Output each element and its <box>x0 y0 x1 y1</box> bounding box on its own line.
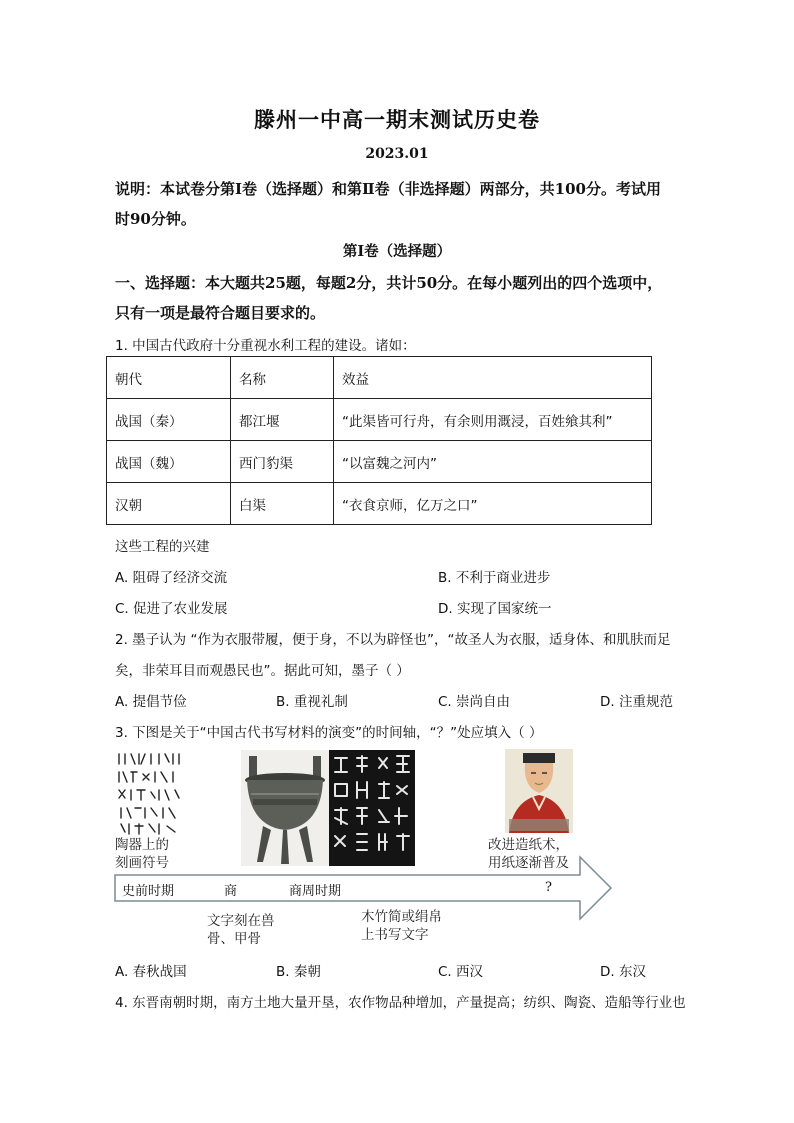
section-one-line-1: 一、选择题：本大题共25题，每题2分，共计50分。在每小题列出的四个选项中， <box>115 274 663 292</box>
q1-option-d[interactable]: D. 实现了国家统一 <box>438 601 552 617</box>
table-header-cell: 朝代 <box>107 357 231 399</box>
table-cell: “以富魏之河内” <box>334 441 652 483</box>
table-cell: “此渠皆可行舟，有余则用溉浸，百姓飨其利” <box>334 399 652 441</box>
caption-bamboo-line-2: 上书写文字 <box>361 927 429 943</box>
table-header-cell: 效益 <box>334 357 652 399</box>
q3-option-a[interactable]: A. 春秋战国 <box>115 964 187 980</box>
q3-stem: 3. 下图是关于“中国古代书写材料的演变”的时间轴，“？”处应填入（ ） <box>115 725 543 741</box>
table-header-cell: 名称 <box>231 357 334 399</box>
table-cell: 都江堰 <box>231 399 334 441</box>
table-header-row <box>107 357 652 399</box>
table-row <box>107 483 652 525</box>
q2-option-c[interactable]: C. 崇尚自由 <box>438 694 511 710</box>
pottery-symbols-image <box>115 750 185 836</box>
table-cell: 战国（魏） <box>107 441 231 483</box>
q2-line-2: 矣，非荣耳目而观愚民也”。据此可知，墨子（ ） <box>115 663 410 679</box>
q2-option-b[interactable]: B. 重视礼制 <box>276 694 348 710</box>
exam-date: 2023.01 <box>365 146 429 162</box>
q4-line-1: 4. 东晋南朝时期，南方土地大量开垦，农作物品种增加，产量提高；纺织、陶瓷、造船等行业也 <box>115 995 686 1011</box>
q2-option-d[interactable]: D. 注重规范 <box>600 694 673 710</box>
caption-paper-line-2: 用纸逐渐普及 <box>488 855 569 871</box>
q1-option-a[interactable]: A. 阻碍了经济交流 <box>115 570 228 586</box>
caption-bone-line-1: 文字刻在兽 <box>207 913 275 929</box>
table-cell: 西门豹渠 <box>231 441 334 483</box>
table-row <box>107 399 652 441</box>
table-row <box>107 441 652 483</box>
q1-option-c[interactable]: C. 促进了农业发展 <box>115 601 228 617</box>
table-cell: “衣食京师，亿万之口” <box>334 483 652 525</box>
caption-bamboo-line-1: 木竹简或绢帛 <box>361 909 442 925</box>
inscription-rubbing-image <box>329 750 415 866</box>
q3-option-b[interactable]: B. 秦朝 <box>276 964 321 980</box>
table-cell: 战国（秦） <box>107 399 231 441</box>
page-title: 滕州一中高一期末测试历史卷 <box>254 107 540 132</box>
caption-bone-line-2: 骨、甲骨 <box>207 931 261 947</box>
section-one-line-2: 只有一项是最符合题目要求的。 <box>115 304 326 322</box>
timeline-label-prehistoric: 史前时期 <box>122 884 175 899</box>
caption-paper-line-1: 改进造纸术， <box>488 837 569 853</box>
q1-tail: 这些工程的兴建 <box>115 539 210 555</box>
intro-line-2: 时90分钟。 <box>115 210 196 228</box>
q3-option-d[interactable]: D. 东汉 <box>600 964 646 980</box>
part-one-title: 第Ⅰ卷（选择题） <box>342 243 452 260</box>
bronze-ding-image <box>241 750 329 866</box>
caption-pottery-line-1: 陶器上的 <box>115 837 169 853</box>
water-projects-table <box>106 356 652 525</box>
intro-line-1: 说明：本试卷分第Ⅰ卷（选择题）和第Ⅱ卷（非选择题）两部分，共100分。考试用 <box>115 180 661 198</box>
q2-line-1: 2. 墨子认为 “作为衣服带履，便于身，不以为辟怪也”，“故圣人为衣服，适身体、和肌肤而足 <box>115 632 671 648</box>
caption-pottery-line-2: 刻画符号 <box>115 855 169 871</box>
timeline-label-shang-zhou: 商周时期 <box>289 884 342 899</box>
q3-option-c[interactable]: C. 西汉 <box>438 964 484 980</box>
timeline-label-shang: 商 <box>224 884 238 899</box>
q2-option-a[interactable]: A. 提倡节俭 <box>115 694 187 710</box>
cai-lun-portrait-image <box>505 749 573 833</box>
q1-option-b[interactable]: B. 不利于商业进步 <box>438 570 551 586</box>
table-cell: 汉朝 <box>107 483 231 525</box>
table-cell: 白渠 <box>231 483 334 525</box>
q1-stem: 1. 中国古代政府十分重视水利工程的建设。诸如： <box>115 338 416 354</box>
timeline-label-unknown: ? <box>545 880 552 895</box>
